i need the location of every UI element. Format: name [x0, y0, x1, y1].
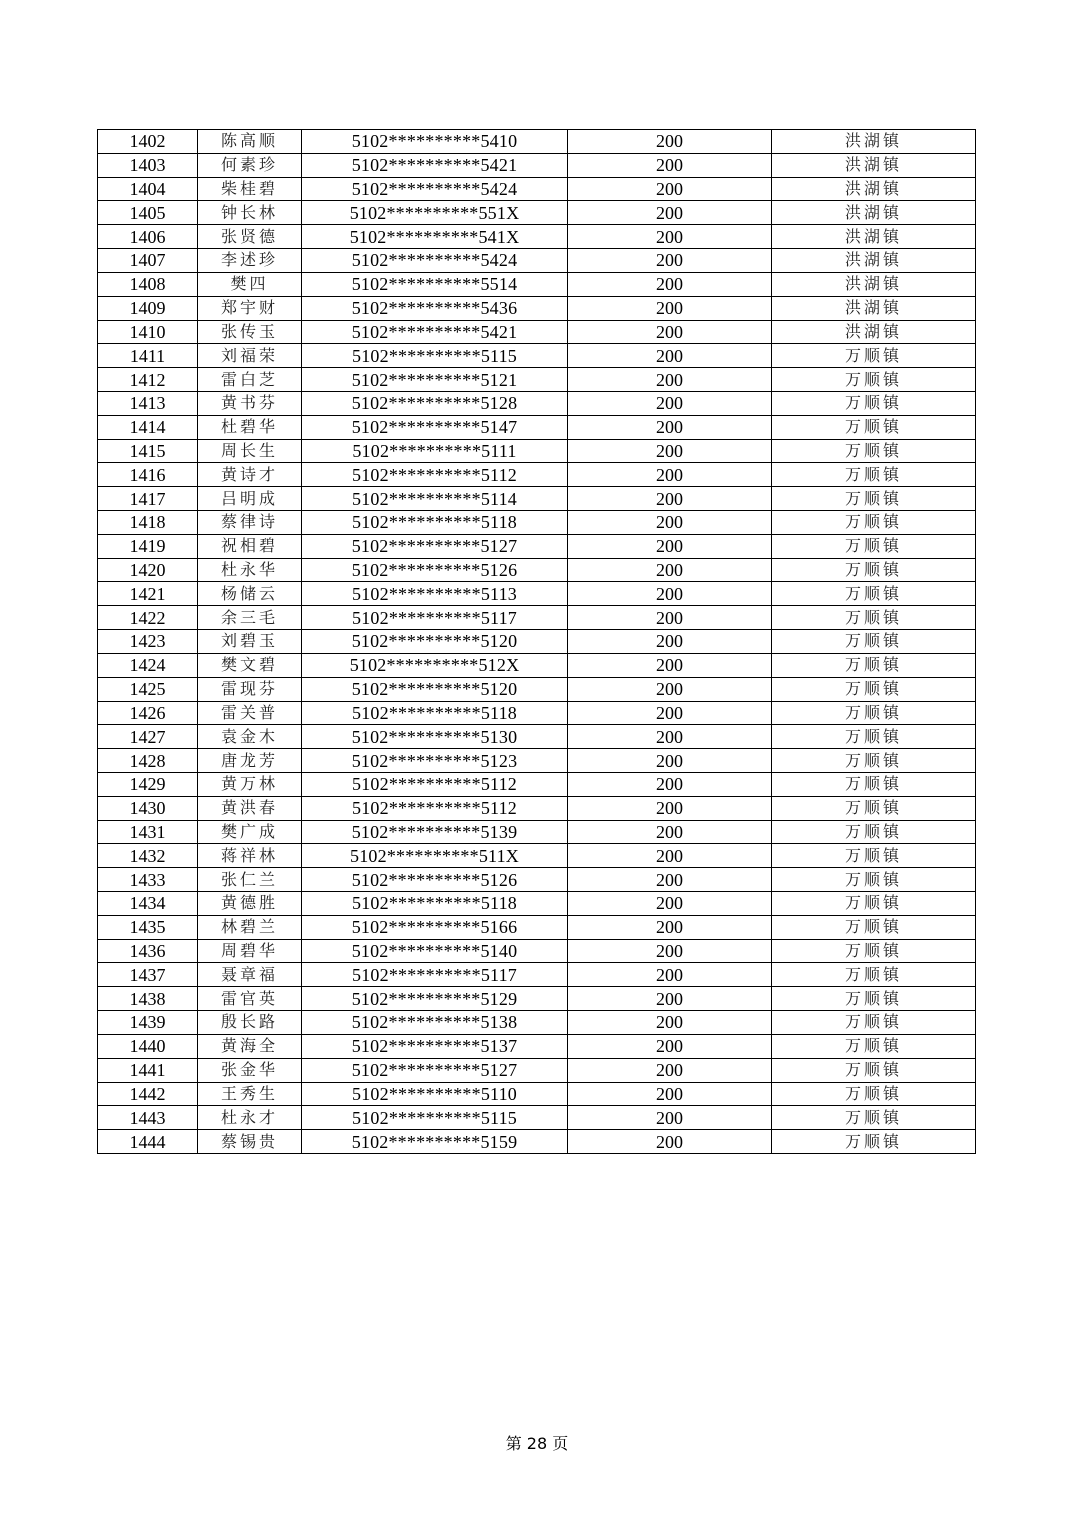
- person-name-cell: 杜碧华: [198, 415, 302, 439]
- town-cell: 洪湖镇: [772, 201, 976, 225]
- id-number-cell: 5102**********5120: [302, 677, 568, 701]
- id-number-cell: 5102**********551X: [302, 201, 568, 225]
- id-number-cell: 5102**********5113: [302, 582, 568, 606]
- row-number-cell: 1411: [98, 344, 198, 368]
- person-name-cell: 黄书芬: [198, 391, 302, 415]
- row-number-cell: 1437: [98, 963, 198, 987]
- amount-cell: 200: [568, 225, 772, 249]
- amount-cell: 200: [568, 1058, 772, 1082]
- table-row: [98, 130, 976, 154]
- row-number-cell: 1431: [98, 820, 198, 844]
- town-cell: 万顺镇: [772, 820, 976, 844]
- person-name-cell: 樊文碧: [198, 653, 302, 677]
- town-cell: 万顺镇: [772, 439, 976, 463]
- id-number-cell: 5102**********5110: [302, 1082, 568, 1106]
- amount-cell: 200: [568, 534, 772, 558]
- row-number-cell: 1413: [98, 391, 198, 415]
- amount-cell: 200: [568, 606, 772, 630]
- id-number-cell: 5102**********5424: [302, 177, 568, 201]
- town-cell: 万顺镇: [772, 987, 976, 1011]
- table-row: [98, 344, 976, 368]
- amount-cell: 200: [568, 796, 772, 820]
- row-number-cell: 1419: [98, 534, 198, 558]
- row-number-cell: 1440: [98, 1034, 198, 1058]
- person-name-cell: 张传玉: [198, 320, 302, 344]
- amount-cell: 200: [568, 368, 772, 392]
- town-cell: 万顺镇: [772, 868, 976, 892]
- person-name-cell: 柴桂碧: [198, 177, 302, 201]
- amount-cell: 200: [568, 915, 772, 939]
- person-name-cell: 钟长林: [198, 201, 302, 225]
- table-row: [98, 296, 976, 320]
- person-name-cell: 郑宇财: [198, 296, 302, 320]
- person-name-cell: 雷官英: [198, 987, 302, 1011]
- row-number-cell: 1428: [98, 749, 198, 773]
- row-number-cell: 1412: [98, 368, 198, 392]
- town-cell: 万顺镇: [772, 368, 976, 392]
- table-row: [98, 772, 976, 796]
- town-cell: 万顺镇: [772, 415, 976, 439]
- id-number-cell: 5102**********5112: [302, 772, 568, 796]
- id-number-cell: 5102**********5159: [302, 1130, 568, 1154]
- id-number-cell: 5102**********5436: [302, 296, 568, 320]
- table-row: [98, 963, 976, 987]
- amount-cell: 200: [568, 391, 772, 415]
- town-cell: 洪湖镇: [772, 296, 976, 320]
- table-row: [98, 653, 976, 677]
- person-name-cell: 李述珍: [198, 249, 302, 273]
- row-number-cell: 1435: [98, 915, 198, 939]
- id-number-cell: 5102**********5118: [302, 511, 568, 535]
- amount-cell: 200: [568, 653, 772, 677]
- amount-cell: 200: [568, 939, 772, 963]
- table-row: [98, 391, 976, 415]
- id-number-cell: 5102**********5514: [302, 272, 568, 296]
- row-number-cell: 1442: [98, 1082, 198, 1106]
- id-number-cell: 5102**********5421: [302, 320, 568, 344]
- table-row: [98, 1034, 976, 1058]
- id-number-cell: 5102**********5137: [302, 1034, 568, 1058]
- person-name-cell: 王秀生: [198, 1082, 302, 1106]
- table-row: [98, 272, 976, 296]
- id-number-cell: 5102**********5123: [302, 749, 568, 773]
- amount-cell: 200: [568, 868, 772, 892]
- id-number-cell: 5102**********5120: [302, 630, 568, 654]
- person-name-cell: 袁金木: [198, 725, 302, 749]
- id-number-cell: 5102**********5118: [302, 892, 568, 916]
- id-number-cell: 5102**********5115: [302, 1106, 568, 1130]
- town-cell: 洪湖镇: [772, 249, 976, 273]
- row-number-cell: 1410: [98, 320, 198, 344]
- id-number-cell: 5102**********5112: [302, 796, 568, 820]
- row-number-cell: 1439: [98, 1011, 198, 1035]
- id-number-cell: 5102**********5139: [302, 820, 568, 844]
- town-cell: 万顺镇: [772, 606, 976, 630]
- person-name-cell: 陈高顺: [198, 130, 302, 154]
- id-number-cell: 5102**********5126: [302, 558, 568, 582]
- row-number-cell: 1434: [98, 892, 198, 916]
- id-number-cell: 5102**********5121: [302, 368, 568, 392]
- row-number-cell: 1443: [98, 1106, 198, 1130]
- amount-cell: 200: [568, 844, 772, 868]
- amount-cell: 200: [568, 1106, 772, 1130]
- id-number-cell: 5102**********5128: [302, 391, 568, 415]
- table-row: [98, 820, 976, 844]
- amount-cell: 200: [568, 772, 772, 796]
- town-cell: 万顺镇: [772, 749, 976, 773]
- id-number-cell: 5102**********5127: [302, 1058, 568, 1082]
- person-name-cell: 何素珍: [198, 153, 302, 177]
- town-cell: 洪湖镇: [772, 177, 976, 201]
- town-cell: 万顺镇: [772, 963, 976, 987]
- id-number-cell: 5102**********541X: [302, 225, 568, 249]
- row-number-cell: 1433: [98, 868, 198, 892]
- table-row: [98, 534, 976, 558]
- amount-cell: 200: [568, 320, 772, 344]
- amount-cell: 200: [568, 1082, 772, 1106]
- amount-cell: 200: [568, 177, 772, 201]
- town-cell: 洪湖镇: [772, 130, 976, 154]
- id-number-cell: 5102**********5147: [302, 415, 568, 439]
- row-number-cell: 1417: [98, 487, 198, 511]
- id-number-cell: 5102**********5114: [302, 487, 568, 511]
- amount-cell: 200: [568, 487, 772, 511]
- person-name-cell: 刘碧玉: [198, 630, 302, 654]
- table-row: [98, 844, 976, 868]
- row-number-cell: 1430: [98, 796, 198, 820]
- table-row: [98, 725, 976, 749]
- id-number-cell: 5102**********5138: [302, 1011, 568, 1035]
- town-cell: 万顺镇: [772, 487, 976, 511]
- town-cell: 万顺镇: [772, 511, 976, 535]
- person-name-cell: 张贤德: [198, 225, 302, 249]
- person-name-cell: 张仁兰: [198, 868, 302, 892]
- amount-cell: 200: [568, 415, 772, 439]
- town-cell: 万顺镇: [772, 725, 976, 749]
- table-row: [98, 225, 976, 249]
- amount-cell: 200: [568, 511, 772, 535]
- table-row: [98, 749, 976, 773]
- table-row: [98, 987, 976, 1011]
- row-number-cell: 1420: [98, 558, 198, 582]
- id-number-cell: 5102**********511X: [302, 844, 568, 868]
- person-name-cell: 黄洪春: [198, 796, 302, 820]
- amount-cell: 200: [568, 963, 772, 987]
- amount-cell: 200: [568, 725, 772, 749]
- table-row: [98, 415, 976, 439]
- id-number-cell: 5102**********512X: [302, 653, 568, 677]
- table-row: [98, 1082, 976, 1106]
- row-number-cell: 1409: [98, 296, 198, 320]
- person-name-cell: 殷长路: [198, 1011, 302, 1035]
- table-row: [98, 1011, 976, 1035]
- town-cell: 万顺镇: [772, 939, 976, 963]
- town-cell: 万顺镇: [772, 534, 976, 558]
- id-number-cell: 5102**********5115: [302, 344, 568, 368]
- person-name-cell: 唐龙芳: [198, 749, 302, 773]
- amount-cell: 200: [568, 1034, 772, 1058]
- id-number-cell: 5102**********5410: [302, 130, 568, 154]
- person-name-cell: 聂章福: [198, 963, 302, 987]
- roster-table: [97, 129, 976, 1154]
- row-number-cell: 1436: [98, 939, 198, 963]
- id-number-cell: 5102**********5126: [302, 868, 568, 892]
- table-row: [98, 701, 976, 725]
- person-name-cell: 周碧华: [198, 939, 302, 963]
- id-number-cell: 5102**********5166: [302, 915, 568, 939]
- amount-cell: 200: [568, 439, 772, 463]
- town-cell: 万顺镇: [772, 1130, 976, 1154]
- person-name-cell: 吕明成: [198, 487, 302, 511]
- table-row: [98, 892, 976, 916]
- person-name-cell: 张金华: [198, 1058, 302, 1082]
- row-number-cell: 1424: [98, 653, 198, 677]
- table-row: [98, 868, 976, 892]
- table-row: [98, 177, 976, 201]
- amount-cell: 200: [568, 130, 772, 154]
- town-cell: 万顺镇: [772, 844, 976, 868]
- table-row: [98, 320, 976, 344]
- person-name-cell: 蒋祥林: [198, 844, 302, 868]
- town-cell: 万顺镇: [772, 344, 976, 368]
- row-number-cell: 1421: [98, 582, 198, 606]
- row-number-cell: 1429: [98, 772, 198, 796]
- person-name-cell: 蔡律诗: [198, 511, 302, 535]
- table-row: [98, 249, 976, 273]
- amount-cell: 200: [568, 1130, 772, 1154]
- person-name-cell: 雷现芬: [198, 677, 302, 701]
- row-number-cell: 1425: [98, 677, 198, 701]
- town-cell: 洪湖镇: [772, 153, 976, 177]
- town-cell: 万顺镇: [772, 677, 976, 701]
- table-row: [98, 1130, 976, 1154]
- amount-cell: 200: [568, 677, 772, 701]
- person-name-cell: 黄诗才: [198, 463, 302, 487]
- row-number-cell: 1444: [98, 1130, 198, 1154]
- row-number-cell: 1422: [98, 606, 198, 630]
- person-name-cell: 祝相碧: [198, 534, 302, 558]
- table-row: [98, 796, 976, 820]
- row-number-cell: 1441: [98, 1058, 198, 1082]
- person-name-cell: 黄海全: [198, 1034, 302, 1058]
- amount-cell: 200: [568, 892, 772, 916]
- amount-cell: 200: [568, 272, 772, 296]
- row-number-cell: 1408: [98, 272, 198, 296]
- table-row: [98, 630, 976, 654]
- table-row: [98, 677, 976, 701]
- person-name-cell: 黄德胜: [198, 892, 302, 916]
- town-cell: 万顺镇: [772, 1034, 976, 1058]
- table-row: [98, 939, 976, 963]
- town-cell: 洪湖镇: [772, 272, 976, 296]
- table-row: [98, 1106, 976, 1130]
- amount-cell: 200: [568, 749, 772, 773]
- row-number-cell: 1407: [98, 249, 198, 273]
- id-number-cell: 5102**********5129: [302, 987, 568, 1011]
- amount-cell: 200: [568, 463, 772, 487]
- amount-cell: 200: [568, 296, 772, 320]
- row-number-cell: 1402: [98, 130, 198, 154]
- id-number-cell: 5102**********5111: [302, 439, 568, 463]
- town-cell: 万顺镇: [772, 772, 976, 796]
- town-cell: 万顺镇: [772, 558, 976, 582]
- amount-cell: 200: [568, 1011, 772, 1035]
- table-row: [98, 463, 976, 487]
- amount-cell: 200: [568, 701, 772, 725]
- table-row: [98, 368, 976, 392]
- id-number-cell: 5102**********5421: [302, 153, 568, 177]
- town-cell: 万顺镇: [772, 1058, 976, 1082]
- town-cell: 万顺镇: [772, 701, 976, 725]
- person-name-cell: 黄万林: [198, 772, 302, 796]
- person-name-cell: 余三毛: [198, 606, 302, 630]
- person-name-cell: 雷白芝: [198, 368, 302, 392]
- town-cell: 洪湖镇: [772, 225, 976, 249]
- id-number-cell: 5102**********5424: [302, 249, 568, 273]
- roster-table-body: [98, 130, 976, 1154]
- amount-cell: 200: [568, 201, 772, 225]
- town-cell: 万顺镇: [772, 630, 976, 654]
- id-number-cell: 5102**********5117: [302, 606, 568, 630]
- row-number-cell: 1406: [98, 225, 198, 249]
- row-number-cell: 1432: [98, 844, 198, 868]
- town-cell: 万顺镇: [772, 1106, 976, 1130]
- id-number-cell: 5102**********5140: [302, 939, 568, 963]
- row-number-cell: 1438: [98, 987, 198, 1011]
- town-cell: 万顺镇: [772, 1082, 976, 1106]
- row-number-cell: 1427: [98, 725, 198, 749]
- table-row: [98, 153, 976, 177]
- person-name-cell: 蔡锡贵: [198, 1130, 302, 1154]
- row-number-cell: 1415: [98, 439, 198, 463]
- town-cell: 万顺镇: [772, 391, 976, 415]
- person-name-cell: 雷关普: [198, 701, 302, 725]
- amount-cell: 200: [568, 987, 772, 1011]
- row-number-cell: 1426: [98, 701, 198, 725]
- town-cell: 万顺镇: [772, 463, 976, 487]
- town-cell: 万顺镇: [772, 653, 976, 677]
- amount-cell: 200: [568, 630, 772, 654]
- person-name-cell: 杜永华: [198, 558, 302, 582]
- person-name-cell: 樊四: [198, 272, 302, 296]
- row-number-cell: 1423: [98, 630, 198, 654]
- id-number-cell: 5102**********5112: [302, 463, 568, 487]
- table-row: [98, 582, 976, 606]
- person-name-cell: 刘福荣: [198, 344, 302, 368]
- amount-cell: 200: [568, 153, 772, 177]
- id-number-cell: 5102**********5130: [302, 725, 568, 749]
- page-number: 第 28 页: [505, 1434, 569, 1453]
- row-number-cell: 1418: [98, 511, 198, 535]
- amount-cell: 200: [568, 249, 772, 273]
- table-row: [98, 606, 976, 630]
- amount-cell: 200: [568, 344, 772, 368]
- person-name-cell: 周长生: [198, 439, 302, 463]
- id-number-cell: 5102**********5117: [302, 963, 568, 987]
- table-row: [98, 201, 976, 225]
- row-number-cell: 1404: [98, 177, 198, 201]
- town-cell: 洪湖镇: [772, 320, 976, 344]
- row-number-cell: 1416: [98, 463, 198, 487]
- amount-cell: 200: [568, 820, 772, 844]
- id-number-cell: 5102**********5118: [302, 701, 568, 725]
- id-number-cell: 5102**********5127: [302, 534, 568, 558]
- town-cell: 万顺镇: [772, 582, 976, 606]
- person-name-cell: 杨储云: [198, 582, 302, 606]
- table-row: [98, 915, 976, 939]
- table-row: [98, 558, 976, 582]
- town-cell: 万顺镇: [772, 1011, 976, 1035]
- town-cell: 万顺镇: [772, 892, 976, 916]
- table-row: [98, 1058, 976, 1082]
- town-cell: 万顺镇: [772, 796, 976, 820]
- town-cell: 万顺镇: [772, 915, 976, 939]
- table-row: [98, 439, 976, 463]
- person-name-cell: 樊广成: [198, 820, 302, 844]
- table-row: [98, 511, 976, 535]
- table-row: [98, 487, 976, 511]
- row-number-cell: 1405: [98, 201, 198, 225]
- person-name-cell: 林碧兰: [198, 915, 302, 939]
- person-name-cell: 杜永才: [198, 1106, 302, 1130]
- amount-cell: 200: [568, 582, 772, 606]
- amount-cell: 200: [568, 558, 772, 582]
- row-number-cell: 1403: [98, 153, 198, 177]
- row-number-cell: 1414: [98, 415, 198, 439]
